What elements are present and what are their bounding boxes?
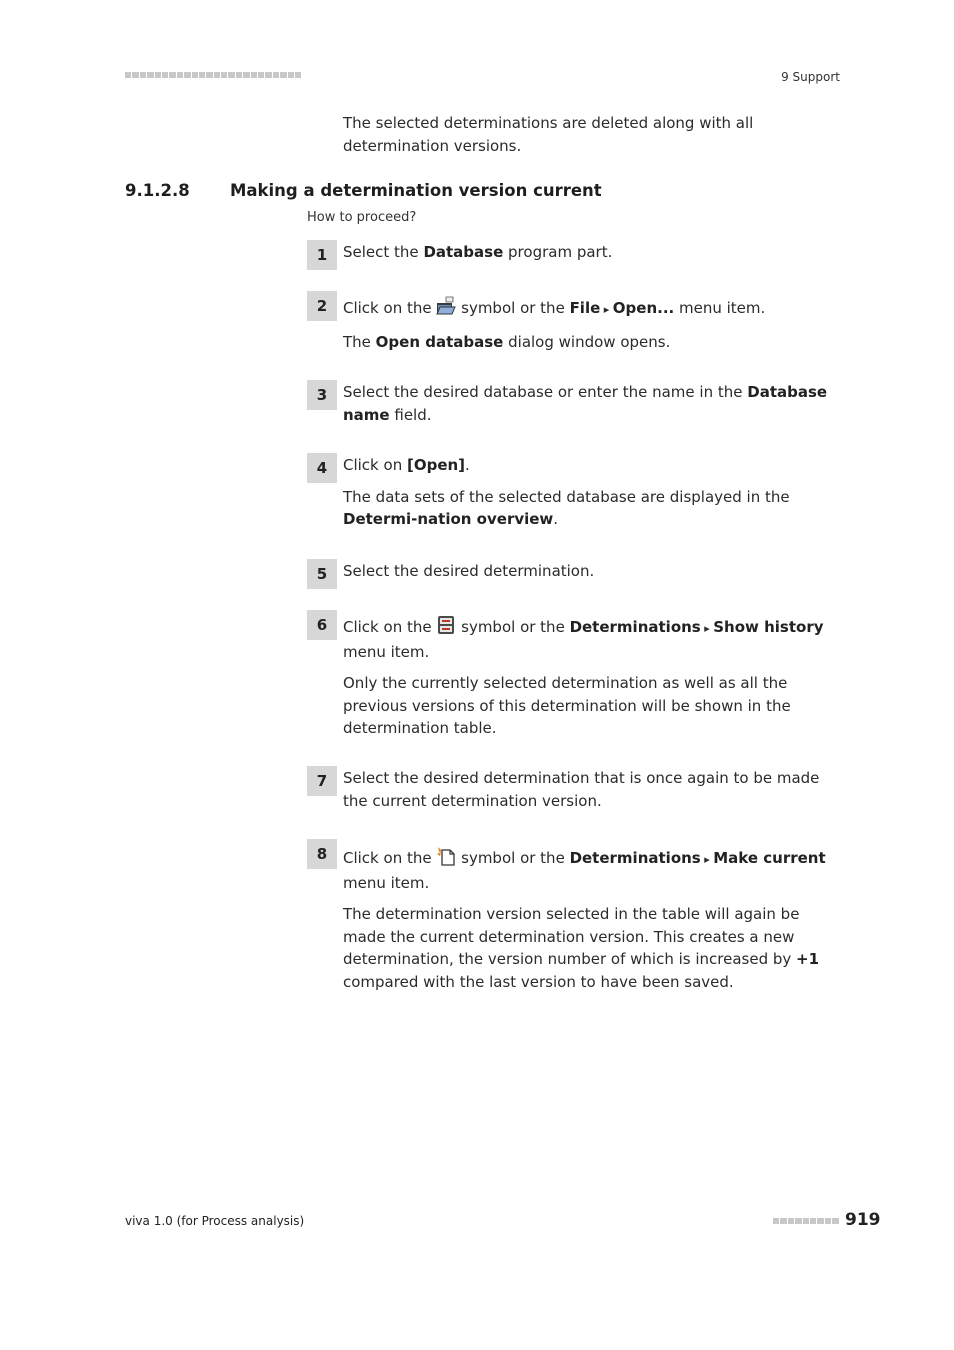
step-text: menu item. (674, 299, 766, 317)
page-number: 919 (845, 1210, 881, 1230)
step-text: symbol or the (456, 618, 570, 636)
step-number: 6 (307, 610, 337, 640)
footer-decoration (773, 1218, 839, 1224)
step-bold: Determinations (569, 849, 701, 867)
step-number: 7 (307, 766, 337, 796)
result-bold: Determi-nation overview (343, 510, 554, 528)
step-text: Click on the (343, 618, 437, 636)
result-text: dialog window opens. (503, 332, 671, 351)
step-number: 4 (307, 453, 337, 483)
how-to-proceed: How to proceed? (307, 210, 417, 225)
menu-arrow: ▸ (700, 622, 714, 635)
result-text: The determination version selected in the table will again be made the current determination version. This creates a new determination, the version number of which is increased by (343, 905, 800, 968)
menu-arrow: ▸ (700, 853, 714, 866)
step-text: . (465, 456, 470, 474)
step-number: 1 (307, 240, 337, 270)
header-decoration (125, 72, 301, 78)
step-bold: Show history (713, 618, 824, 636)
step-bold: File (569, 299, 601, 317)
result-bold: +1 (796, 950, 820, 968)
section-title: Making a determination version current (230, 181, 602, 200)
step-bold: Open... (612, 299, 675, 317)
intro-paragraph: The selected determinations are deleted along with all determination versions. (343, 114, 754, 155)
result-text: The data sets of the selected database are displayed in the (343, 487, 790, 506)
step-text: Click on the (343, 849, 437, 867)
result-text: The (343, 332, 376, 351)
step-text: Select the desired database or enter the name in the (343, 383, 748, 401)
result-bold: Open database (375, 332, 504, 351)
step-bold: [Open] (406, 456, 466, 474)
step-text: field. (389, 405, 432, 424)
result-text: compared with the last version to have been saved. (343, 972, 734, 991)
step-bold: Make current (713, 849, 826, 867)
header-chapter: 9 Support (781, 70, 840, 84)
result-text: . (553, 510, 559, 528)
step-text: Select the desired determination that is once again to be made the current determination version. (343, 769, 820, 810)
step-number: 2 (307, 291, 337, 321)
step-text: symbol or the (456, 299, 570, 317)
show-history-icon (436, 615, 456, 635)
section-number: 9.1.2.8 (125, 181, 190, 200)
step-number: 3 (307, 380, 337, 410)
step-number: 8 (307, 839, 337, 869)
footer-product: viva 1.0 (for Process analysis) (125, 1214, 305, 1228)
make-current-icon (436, 846, 456, 866)
open-folder-icon (436, 296, 456, 316)
step-number: 5 (307, 559, 337, 589)
step-text: menu item. (343, 642, 430, 661)
step-text: Select the (343, 243, 424, 261)
step-bold: Determinations (569, 618, 701, 636)
section-heading (125, 181, 602, 200)
step-text: symbol or the (456, 849, 570, 867)
step-bold: Database (423, 243, 504, 261)
result-text: Only the currently selected determination as well as all the previous versions of this determination will be shown in the determination table. (343, 674, 791, 737)
step-text: Click on (343, 456, 407, 474)
step-bold: Database name (343, 383, 828, 424)
step-text: menu item. (343, 873, 430, 892)
step-text: program part. (503, 243, 613, 261)
menu-arrow: ▸ (600, 303, 613, 316)
step-text: Click on the (343, 299, 437, 317)
step-text: Select the desired determination. (343, 562, 595, 580)
